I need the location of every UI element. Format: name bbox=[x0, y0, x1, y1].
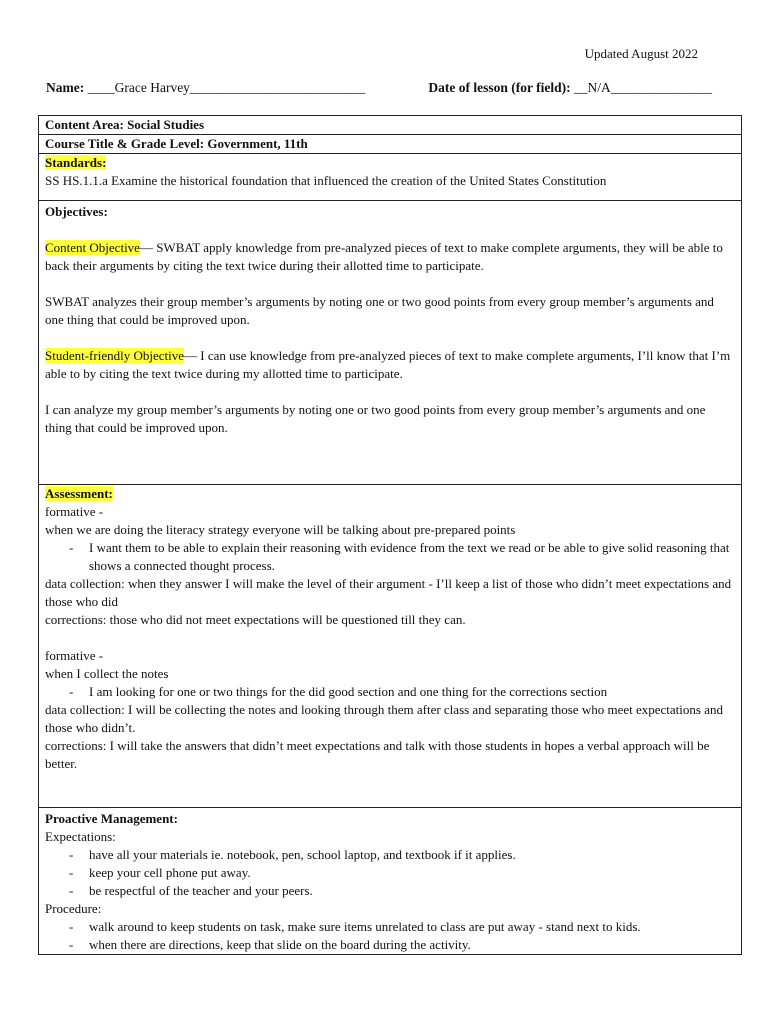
formative-2-corrections: corrections: I will take the answers that didn’t meet expectations and talk with those students in hopes a verbal approach will be better. bbox=[45, 738, 710, 771]
formative-1-corrections: corrections: those who did not meet expectations will be questioned till they can. bbox=[45, 612, 466, 627]
formative-2-list bbox=[45, 683, 735, 701]
formative-2-when: when I collect the notes bbox=[45, 666, 169, 681]
standards-heading: Standards: bbox=[45, 155, 107, 170]
procedure-list bbox=[45, 918, 735, 954]
updated-date: Updated August 2022 bbox=[584, 46, 698, 61]
date-field bbox=[428, 80, 712, 96]
assessment-heading: Assessment: bbox=[45, 486, 113, 501]
procedure-label: Procedure: bbox=[45, 901, 102, 916]
management-heading: Proactive Management: bbox=[45, 811, 178, 826]
date-label: Date of lesson (for field): bbox=[428, 80, 571, 95]
formative-1-list bbox=[45, 539, 735, 575]
management-cell bbox=[39, 808, 742, 955]
formative-2-data: data collection: I will be collecting the notes and looking through them after class and separating those who meet expectations and those who didn’t. bbox=[45, 702, 723, 735]
course-title-row bbox=[39, 135, 742, 154]
expectations-label: Expectations: bbox=[45, 829, 116, 844]
formative-1-when: when we are doing the literacy strategy everyone will be talking about pre-prepared points bbox=[45, 522, 516, 537]
procedure-item: - walk around to keep students on task, make sure items unrelated to class are put away - stand next to kids. bbox=[45, 918, 735, 936]
formative-2-bullet: - I am looking for one or two things for the did good section and one thing for the corrections section bbox=[45, 683, 735, 701]
name-date-row bbox=[46, 80, 712, 96]
objectives-row bbox=[39, 201, 742, 485]
expectation-item: - keep your cell phone put away. bbox=[45, 864, 735, 882]
formative-2-title: formative - bbox=[45, 648, 104, 663]
management-row bbox=[39, 808, 742, 955]
date-value: __N/A_______________ bbox=[574, 80, 712, 95]
expectation-item: - be respectful of the teacher and your peers. bbox=[45, 882, 735, 900]
course-title: Course Title & Grade Level: Government, 11th bbox=[39, 135, 742, 154]
student-objective-label: Student-friendly Objective bbox=[45, 348, 184, 363]
name-label: Name: bbox=[46, 80, 85, 95]
content-objective-2: SWBAT analyzes their group member’s arguments by noting one or two good points from every group member’s arguments and one thing that could be improved upon. bbox=[45, 294, 714, 327]
lesson-plan-table bbox=[38, 115, 742, 955]
name-value: ____Grace Harvey__________________________ bbox=[87, 80, 366, 95]
student-objective bbox=[45, 347, 735, 383]
name-field bbox=[46, 80, 365, 96]
expectations-list bbox=[45, 846, 735, 900]
content-objective bbox=[45, 239, 735, 275]
assessment-row bbox=[39, 485, 742, 808]
standards-row bbox=[39, 154, 742, 201]
formative-1-title: formative - bbox=[45, 504, 104, 519]
content-objective-text: — SWBAT apply knowledge from pre-analyzed pieces of text to make complete arguments, they will be able to back their arguments by citing the text twice during their allotted time to participate. bbox=[45, 240, 723, 273]
objectives-cell bbox=[39, 201, 742, 485]
procedure-item: - when there are directions, keep that slide on the board during the activity. bbox=[45, 936, 735, 954]
student-objective-2: I can analyze my group member’s arguments by noting one or two good points from every group member’s arguments and one thing that could be improved upon. bbox=[45, 402, 706, 435]
expectation-item: - have all your materials ie. notebook, pen, school laptop, and textbook if it applies. bbox=[45, 846, 735, 864]
formative-1-bullet: - I want them to be able to explain their reasoning with evidence from the text we read or be able to give solid reasoning that shows a connected thought process. bbox=[45, 539, 735, 575]
content-area-row bbox=[39, 116, 742, 135]
formative-1-data: data collection: when they answer I will make the level of their argument - I’ll keep a list of those who didn’t meet expectations and those who did bbox=[45, 576, 732, 609]
objectives-heading: Objectives: bbox=[45, 204, 108, 219]
content-objective-label: Content Objective bbox=[45, 240, 140, 255]
standards-cell bbox=[39, 154, 742, 201]
assessment-cell bbox=[39, 485, 742, 808]
content-area: Content Area: Social Studies bbox=[39, 116, 742, 135]
standards-text: SS HS.1.1.a Examine the historical foundation that influenced the creation of the United States Constitution bbox=[45, 173, 607, 188]
student-objective-text: — I can use knowledge from pre-analyzed pieces of text to make complete arguments, I’ll know that I’m able to by citing the text twice during my allotted time to participate. bbox=[45, 348, 731, 381]
